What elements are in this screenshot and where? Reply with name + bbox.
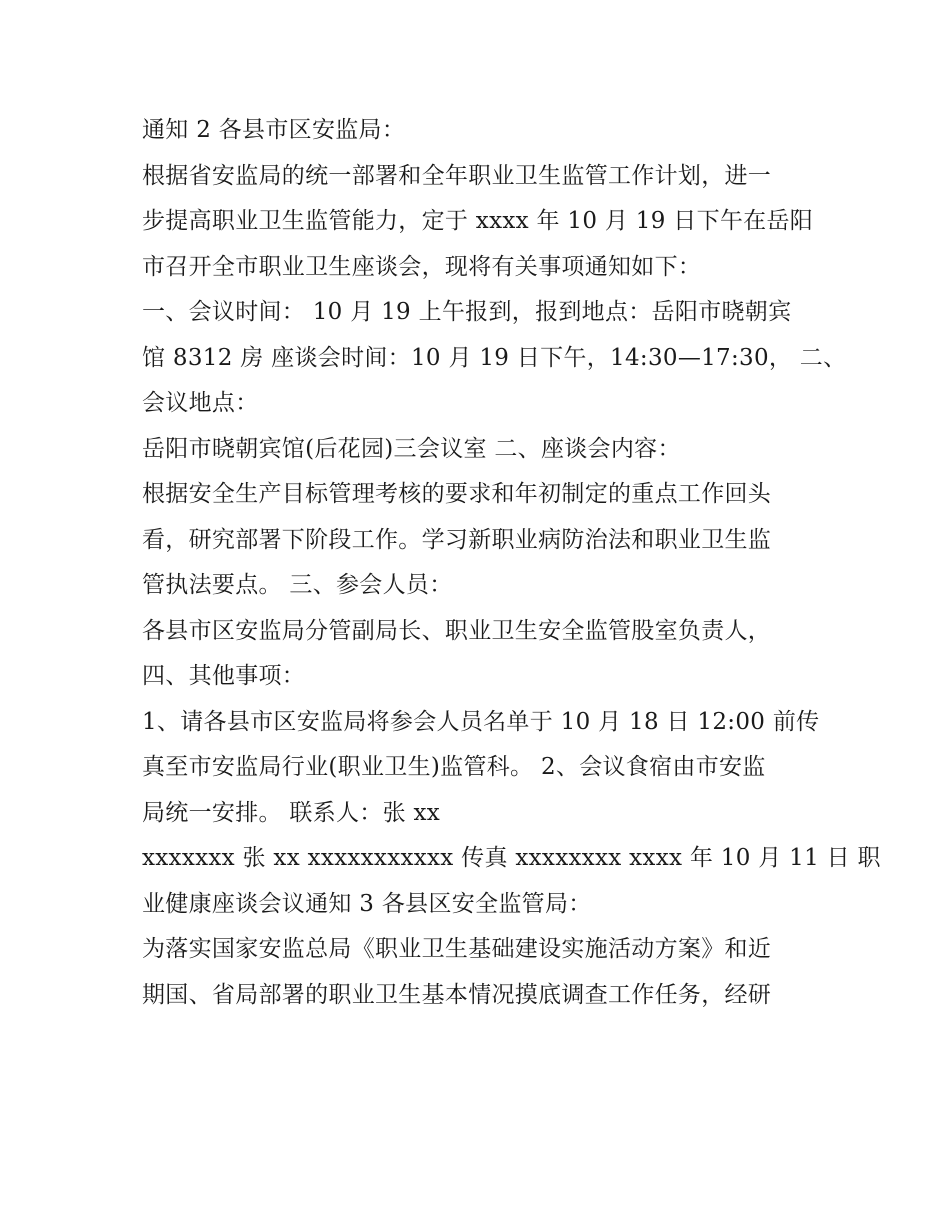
text-line: 馆 8312 房 座谈会时间：10 月 19 日下午，14:30—17:30， 二、	[142, 344, 847, 371]
text-line: 各县市区安监局分管副局长、职业卫生安全监管股室负责人，	[142, 617, 772, 644]
text-line: 四、其他事项：	[142, 663, 306, 689]
text-line: 为落实国家安监总局《职业卫生基础建设实施活动方案》和近	[142, 936, 772, 962]
text-line: 岳阳市晓朝宾馆(后花园)三会议室 二、座谈会内容：	[142, 435, 681, 462]
text-line: 市召开全市职业卫生座谈会，现将有关事项通知如下：	[142, 253, 702, 280]
text-line: 1、请各县市区安监局将参会人员名单于 10 月 18 日 12:00 前传	[142, 708, 820, 735]
text-line: 期国、省局部署的职业卫生基本情况摸底调查工作任务，经研	[142, 981, 772, 1008]
text-line: 业健康座谈会议通知 3 各县区安全监管局：	[142, 890, 592, 917]
text-line: 局统一安排。 联系人：张 xx	[142, 799, 441, 826]
text-line: xxxxxxx 张 xx xxxxxxxxxxx 传真 xxxxxxxx xxxx 年 10 月 11 日 职	[142, 845, 881, 871]
text-line: 根据安全生产目标管理考核的要求和年初制定的重点工作回头	[142, 481, 772, 507]
text-line: 真至市安监局行业(职业卫生)监管科。 2、会议食宿由市安监	[142, 754, 766, 780]
text-line: 步提高职业卫生监管能力，定于 xxxx 年 10 月 19 日下午在岳阳	[142, 208, 814, 234]
text-line: 会议地点：	[142, 390, 259, 416]
text-line: 看，研究部署下阶段工作。学习新职业病防治法和职业卫生监	[142, 526, 772, 553]
text-line: 管执法要点。 三、参会人员：	[142, 572, 453, 598]
text-line: 通知 2 各县市区安监局：	[142, 117, 406, 143]
document-body	[142, 108, 881, 1018]
text-line: 根据省安监局的统一部署和全年职业卫生监管工作计划，进一	[142, 162, 772, 189]
text-line: 一、会议时间： 10 月 19 上午报到，报到地点：岳阳市晓朝宾	[142, 299, 792, 325]
